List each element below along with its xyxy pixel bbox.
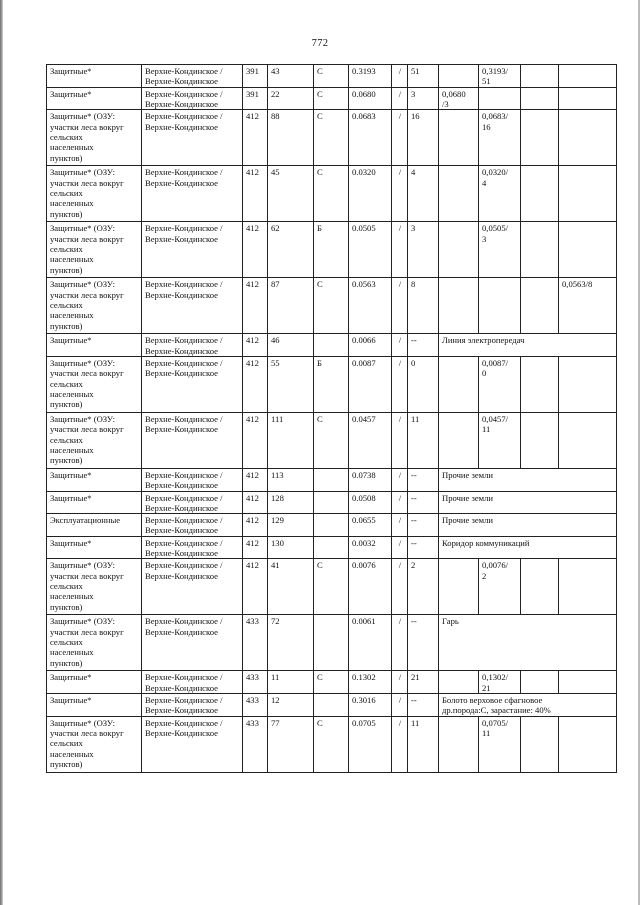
species-cell: С [314, 716, 349, 772]
volume-cell-1 [439, 166, 479, 222]
table-body [47, 65, 617, 773]
quarter-cell: 433 [243, 671, 268, 694]
volume-cell-2: 0,3193/ 51 [479, 65, 521, 88]
table-row [47, 412, 617, 468]
species-cell: С [314, 278, 349, 334]
table-row [47, 694, 617, 717]
category-cell: Защитные* (ОЗУ: участки леса вокруг сельских населенных пунктов) [47, 716, 142, 772]
area-cell: 0.0061 [349, 615, 392, 671]
volume-cell-1 [439, 222, 479, 278]
separator-cell: / [392, 412, 408, 468]
allotment-cell: 55 [268, 356, 314, 412]
volume-cell-1 [439, 671, 479, 694]
land-note-cell: Прочие земли [439, 468, 617, 491]
volume-cell-4 [559, 222, 617, 278]
species-cell: С [314, 166, 349, 222]
volume-cell-1 [439, 65, 479, 88]
allotment-cell: 45 [268, 166, 314, 222]
volume-cell-3 [521, 716, 559, 772]
count-cell: 21 [408, 671, 439, 694]
species-cell: С [314, 87, 349, 110]
quarter-cell: 391 [243, 87, 268, 110]
category-cell: Защитные* [47, 671, 142, 694]
category-cell: Защитные* [47, 694, 142, 717]
area-cell: 0.0683 [349, 110, 392, 166]
location-cell: Верхне-Кондинское / Верхне-Кондинское [142, 87, 243, 110]
count-cell: 51 [408, 65, 439, 88]
allotment-cell: 130 [268, 536, 314, 559]
quarter-cell: 412 [243, 514, 268, 537]
category-cell: Защитные* [47, 536, 142, 559]
count-cell: -- [408, 334, 439, 357]
separator-cell: / [392, 536, 408, 559]
volume-cell-3 [521, 671, 559, 694]
species-cell [314, 694, 349, 717]
species-cell [314, 491, 349, 514]
category-cell: Защитные* [47, 334, 142, 357]
category-cell: Защитные* (ОЗУ: участки леса вокруг сельских населенных пунктов) [47, 110, 142, 166]
separator-cell: / [392, 87, 408, 110]
location-cell: Верхне-Кондинское / Верхне-Кондинское [142, 694, 243, 717]
quarter-cell: 433 [243, 615, 268, 671]
volume-cell-1 [439, 356, 479, 412]
volume-cell-3 [521, 110, 559, 166]
land-note-cell: Прочие земли [439, 514, 617, 537]
location-cell: Верхне-Кондинское / Верхне-Кондинское [142, 536, 243, 559]
table-row [47, 356, 617, 412]
separator-cell: / [392, 278, 408, 334]
quarter-cell: 412 [243, 559, 268, 615]
quarter-cell: 433 [243, 716, 268, 772]
species-cell [314, 334, 349, 357]
area-cell: 0.0505 [349, 222, 392, 278]
separator-cell: / [392, 468, 408, 491]
quarter-cell: 412 [243, 412, 268, 468]
volume-cell-4 [559, 87, 617, 110]
separator-cell: / [392, 334, 408, 357]
volume-cell-1 [439, 110, 479, 166]
species-cell [314, 514, 349, 537]
allotment-cell: 46 [268, 334, 314, 357]
allotment-cell: 77 [268, 716, 314, 772]
category-cell: Защитные* [47, 65, 142, 88]
separator-cell: / [392, 514, 408, 537]
volume-cell-4: 0,0563/8 [559, 278, 617, 334]
category-cell: Защитные* (ОЗУ: участки леса вокруг сельских населенных пунктов) [47, 356, 142, 412]
separator-cell: / [392, 356, 408, 412]
allotment-cell: 128 [268, 491, 314, 514]
quarter-cell: 412 [243, 222, 268, 278]
volume-cell-4 [559, 65, 617, 88]
separator-cell: / [392, 65, 408, 88]
location-cell: Верхне-Кондинское / Верхне-Кондинское [142, 110, 243, 166]
scan-edge-left [0, 0, 3, 905]
land-note-cell: Гарь [439, 615, 617, 671]
separator-cell: / [392, 716, 408, 772]
table-row [47, 615, 617, 671]
species-cell [314, 468, 349, 491]
count-cell: -- [408, 536, 439, 559]
table-row [47, 166, 617, 222]
count-cell: -- [408, 694, 439, 717]
location-cell: Верхне-Кондинское / Верхне-Кондинское [142, 65, 243, 88]
location-cell: Верхне-Кондинское / Верхне-Кондинское [142, 278, 243, 334]
volume-cell-2: 0,0087/ 0 [479, 356, 521, 412]
count-cell: 3 [408, 222, 439, 278]
allotment-cell: 43 [268, 65, 314, 88]
species-cell: С [314, 65, 349, 88]
table-row [47, 334, 617, 357]
area-cell: 0.3193 [349, 65, 392, 88]
page-number: 772 [311, 38, 329, 49]
count-cell: 0 [408, 356, 439, 412]
area-cell: 0.0508 [349, 491, 392, 514]
species-cell [314, 536, 349, 559]
quarter-cell: 412 [243, 278, 268, 334]
location-cell: Верхне-Кондинское / Верхне-Кондинское [142, 468, 243, 491]
count-cell: 8 [408, 278, 439, 334]
volume-cell-2: 0,0683/ 16 [479, 110, 521, 166]
count-cell: 11 [408, 716, 439, 772]
volume-cell-4 [559, 559, 617, 615]
allotment-cell: 12 [268, 694, 314, 717]
location-cell: Верхне-Кондинское / Верхне-Кондинское [142, 716, 243, 772]
category-cell: Защитные* (ОЗУ: участки леса вокруг сельских населенных пунктов) [47, 222, 142, 278]
volume-cell-4 [559, 671, 617, 694]
species-cell: Б [314, 222, 349, 278]
table-row [47, 559, 617, 615]
volume-cell-2 [479, 278, 521, 334]
volume-cell-3 [521, 559, 559, 615]
table-row [47, 536, 617, 559]
table-row [47, 491, 617, 514]
location-cell: Верхне-Кондинское / Верхне-Кондинское [142, 412, 243, 468]
table-row [47, 468, 617, 491]
table-row [47, 87, 617, 110]
forest-plots-table [46, 64, 617, 773]
count-cell: 2 [408, 559, 439, 615]
count-cell: -- [408, 615, 439, 671]
area-cell: 0.0680 [349, 87, 392, 110]
table-row [47, 514, 617, 537]
separator-cell: / [392, 559, 408, 615]
volume-cell-3 [521, 356, 559, 412]
area-cell: 0.3016 [349, 694, 392, 717]
species-cell: С [314, 559, 349, 615]
location-cell: Верхне-Кондинское / Верхне-Кондинское [142, 356, 243, 412]
volume-cell-2: 0,0705/ 11 [479, 716, 521, 772]
volume-cell-1 [439, 278, 479, 334]
location-cell: Верхне-Кондинское / Верхне-Кондинское [142, 334, 243, 357]
count-cell: -- [408, 514, 439, 537]
volume-cell-2: 0,0457/ 11 [479, 412, 521, 468]
allotment-cell: 129 [268, 514, 314, 537]
area-cell: 0.0738 [349, 468, 392, 491]
volume-cell-4 [559, 110, 617, 166]
count-cell: 3 [408, 87, 439, 110]
separator-cell: / [392, 694, 408, 717]
land-note-cell: Болото верховое сфагновое др.порода:С, зарастание: 40% [439, 694, 617, 717]
quarter-cell: 391 [243, 65, 268, 88]
separator-cell: / [392, 671, 408, 694]
volume-cell-3 [521, 412, 559, 468]
area-cell: 0.0320 [349, 166, 392, 222]
quarter-cell: 433 [243, 694, 268, 717]
count-cell: -- [408, 491, 439, 514]
volume-cell-4 [559, 166, 617, 222]
allotment-cell: 62 [268, 222, 314, 278]
category-cell: Защитные* (ОЗУ: участки леса вокруг сельских населенных пунктов) [47, 615, 142, 671]
allotment-cell: 88 [268, 110, 314, 166]
category-cell: Защитные* [47, 87, 142, 110]
location-cell: Верхне-Кондинское / Верхне-Кондинское [142, 671, 243, 694]
volume-cell-4 [559, 412, 617, 468]
table-row [47, 110, 617, 166]
area-cell: 0.0705 [349, 716, 392, 772]
quarter-cell: 412 [243, 110, 268, 166]
volume-cell-3 [521, 278, 559, 334]
area-cell: 0.1302 [349, 671, 392, 694]
table-row [47, 716, 617, 772]
quarter-cell: 412 [243, 536, 268, 559]
area-cell: 0.0655 [349, 514, 392, 537]
quarter-cell: 412 [243, 491, 268, 514]
location-cell: Верхне-Кондинское / Верхне-Кондинское [142, 559, 243, 615]
separator-cell: / [392, 491, 408, 514]
species-cell [314, 615, 349, 671]
allotment-cell: 11 [268, 671, 314, 694]
category-cell: Защитные* [47, 468, 142, 491]
quarter-cell: 412 [243, 356, 268, 412]
location-cell: Верхне-Кондинское / Верхне-Кондинское [142, 615, 243, 671]
volume-cell-1 [439, 716, 479, 772]
quarter-cell: 412 [243, 468, 268, 491]
allotment-cell: 22 [268, 87, 314, 110]
area-cell: 0.0563 [349, 278, 392, 334]
area-cell: 0.0457 [349, 412, 392, 468]
species-cell: С [314, 110, 349, 166]
location-cell: Верхне-Кондинское / Верхне-Кондинское [142, 514, 243, 537]
volume-cell-3 [521, 222, 559, 278]
volume-cell-2: 0,0505/ 3 [479, 222, 521, 278]
species-cell: Б [314, 356, 349, 412]
area-cell: 0.0087 [349, 356, 392, 412]
volume-cell-3 [521, 65, 559, 88]
category-cell: Защитные* (ОЗУ: участки леса вокруг сельских населенных пунктов) [47, 278, 142, 334]
separator-cell: / [392, 166, 408, 222]
count-cell: 11 [408, 412, 439, 468]
species-cell: С [314, 412, 349, 468]
volume-cell-2 [479, 87, 521, 110]
volume-cell-1 [439, 412, 479, 468]
volume-cell-2: 0,0320/ 4 [479, 166, 521, 222]
category-cell: Защитные* (ОЗУ: участки леса вокруг сельских населенных пунктов) [47, 412, 142, 468]
location-cell: Верхне-Кондинское / Верхне-Кондинское [142, 491, 243, 514]
volume-cell-4 [559, 356, 617, 412]
category-cell: Защитные* [47, 491, 142, 514]
count-cell: 4 [408, 166, 439, 222]
location-cell: Верхне-Кондинское / Верхне-Кондинское [142, 222, 243, 278]
area-cell: 0.0076 [349, 559, 392, 615]
land-note-cell: Прочие земли [439, 491, 617, 514]
table-row [47, 671, 617, 694]
land-note-cell: Линия электропередач [439, 334, 617, 357]
count-cell: 16 [408, 110, 439, 166]
volume-cell-1 [439, 559, 479, 615]
table-row [47, 278, 617, 334]
allotment-cell: 41 [268, 559, 314, 615]
volume-cell-4 [559, 716, 617, 772]
volume-cell-3 [521, 166, 559, 222]
table-row [47, 222, 617, 278]
quarter-cell: 412 [243, 334, 268, 357]
allotment-cell: 113 [268, 468, 314, 491]
volume-cell-2: 0,0076/ 2 [479, 559, 521, 615]
allotment-cell: 72 [268, 615, 314, 671]
volume-cell-3 [521, 87, 559, 110]
allotment-cell: 87 [268, 278, 314, 334]
table-row [47, 65, 617, 88]
category-cell: Защитные* (ОЗУ: участки леса вокруг сельских населенных пунктов) [47, 166, 142, 222]
species-cell: С [314, 671, 349, 694]
area-cell: 0.0032 [349, 536, 392, 559]
separator-cell: / [392, 222, 408, 278]
volume-cell-1: 0,0680 /3 [439, 87, 479, 110]
separator-cell: / [392, 615, 408, 671]
land-note-cell: Коридор коммуникаций [439, 536, 617, 559]
allotment-cell: 111 [268, 412, 314, 468]
quarter-cell: 412 [243, 166, 268, 222]
count-cell: -- [408, 468, 439, 491]
category-cell: Эксплуатационные [47, 514, 142, 537]
location-cell: Верхне-Кондинское / Верхне-Кондинское [142, 166, 243, 222]
separator-cell: / [392, 110, 408, 166]
category-cell: Защитные* (ОЗУ: участки леса вокруг сельских населенных пунктов) [47, 559, 142, 615]
volume-cell-2: 0,1302/ 21 [479, 671, 521, 694]
area-cell: 0.0066 [349, 334, 392, 357]
